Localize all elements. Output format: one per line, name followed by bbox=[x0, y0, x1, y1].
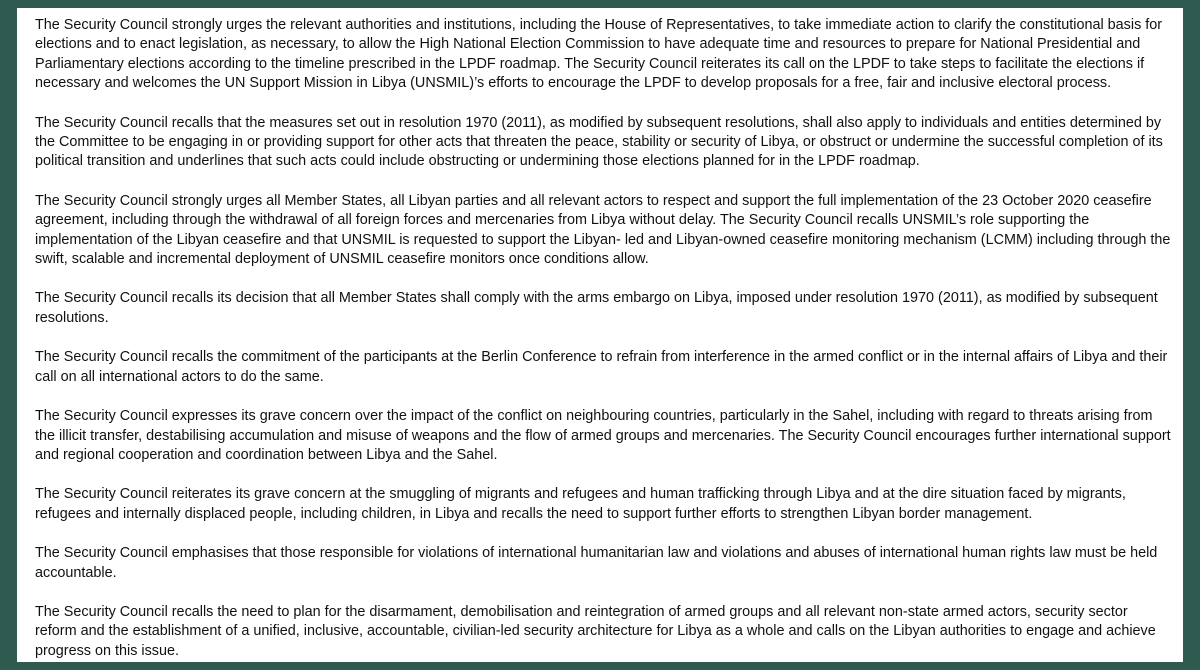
paragraph-berlin-conference: The Security Council recalls the commitment of the participants at the Berlin Conference to refrain from interference in the armed conflict or in the internal affairs of Libya and their call on all international actors to do the same. bbox=[35, 349, 1168, 385]
document-panel bbox=[17, 8, 1183, 662]
paragraph-ceasefire: The Security Council strongly urges all Member States, all Libyan parties and all relevant actors to respect and support the full implementation of the 23 October 2020 ceasefire agreement, including through the withdrawal of all foreign forces and mercenaries from Libya without delay. The Security Council recalls UNSMIL’s role supporting the implementation of the Libyan ceasefire and that UNSMIL is requested to support the Libyan- led and Libyan-owned ceasefire monitoring mechanism (LCMM) including through the swift, scalable and incremental deployment of UNSMIL ceasefire monitors once conditions allow. bbox=[35, 192, 1171, 268]
paragraph-elections: The Security Council strongly urges the relevant authorities and institutions, including the House of Representatives, to take immediate action to clarify the constitutional basis for elections and to enact legislation, as necessary, to allow the High National Election Commission to have adequate time and resources to prepare for National Presidential and Parliamentary elections according to the timeline prescribed in the LPDF roadmap. The Security Council reiterates its call on the LPDF to take steps to facilitate the elections if necessary and welcomes the UN Support Mission in Libya (UNSMIL)’s efforts to encourage the LPDF to develop proposals for a free, fair and inclusive electoral process. bbox=[35, 17, 1163, 92]
paragraph-migrants: The Security Council reiterates its grave concern at the smuggling of migrants and refugees and human trafficking through Libya and at the dire situation faced by migrants, refugees and internally displaced people, including children, in Libya and recalls the need to support further efforts to strengthen Libyan border management. bbox=[35, 486, 1126, 522]
paragraph-accountability: The Security Council emphasises that those responsible for violations of international humanitarian law and violations and abuses of international human rights law must be held accountable. bbox=[35, 545, 1158, 581]
paragraph-resolution-1970-measures: The Security Council recalls that the measures set out in resolution 1970 (2011), as modified by subsequent resolutions, shall also apply to individuals and entities determined by the Committee to be engaging in or providing support for other acts that threaten the peace, stability or security of Libya, or obstruct or undermine the successful completion of its political transition and underlines that such acts could include obstructing or undermining those elections planned for in the LPDF roadmap. bbox=[35, 114, 1163, 170]
paragraph-arms-embargo: The Security Council recalls its decision that all Member States shall comply with the arms embargo on Libya, imposed under resolution 1970 (2011), as modified by subsequent resolutions. bbox=[35, 290, 1158, 326]
paragraph-ddr-security-sector: The Security Council recalls the need to plan for the disarmament, demobilisation and reintegration of armed groups and all relevant non-state armed actors, security sector reform and the establishment of a unified, inclusive, accountable, civilian-led security architecture for Libya as a whole and calls on the Libyan authorities to engage and achieve progress on this issue. bbox=[35, 603, 1156, 659]
paragraph-sahel: The Security Council expresses its grave concern over the impact of the conflict on neighbouring countries, particularly in the Sahel, including with regard to threats arising from the illicit transfer, destabilising accumulation and misuse of weapons and the flow of armed groups and mercenaries. The Security Council encourages further international support and regional cooperation and coordination between Libya and the Sahel. bbox=[35, 408, 1171, 463]
